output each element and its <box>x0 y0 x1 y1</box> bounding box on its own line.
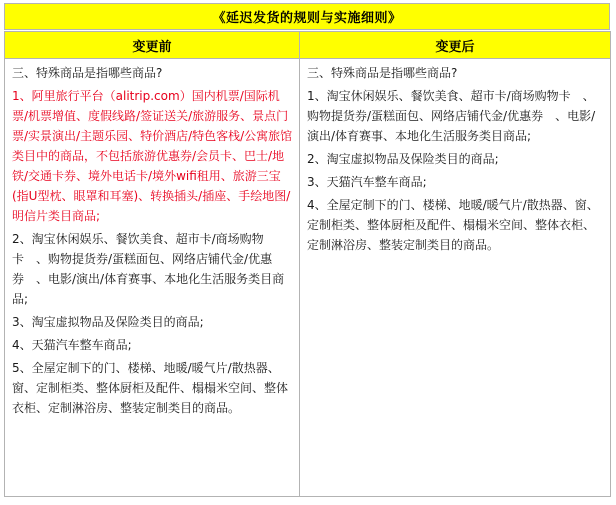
header-before: 变更前 <box>5 32 300 59</box>
document-title: 《延迟发货的规则与实施细则》 <box>4 3 610 30</box>
before-item-4: 4、天猫汽车整车商品; <box>12 338 132 352</box>
after-item-3: 3、天猫汽车整车商品; <box>307 175 427 189</box>
content-row <box>5 59 611 497</box>
before-item-3: 3、淘宝虚拟物品及保险类目的商品; <box>12 315 204 329</box>
before-cell <box>5 59 300 497</box>
after-item-4: 4、全屋定制下的门、楼梯、地暖/暖气片/散热器、窗、定制柜类、整体厨柜及配件、榻榻米空间、整体衣柜、定制淋浴房、整装定制类目的商品。 <box>307 198 599 252</box>
before-item-1: 1、阿里旅行平台（alitrip.com）国内机票/国际机票/机票增值、度假线路/签证送关/旅游服务、景点门票/实景演出/主题乐园、特价酒店/特色客栈/公寓旅馆类目中的商品，不包括旅游优惠券/会员卡、巴士/地铁/交通卡券、境外电话卡/境外wifi租用、旅游三宝(指U型枕、眼罩和耳塞)、转换插头/插座、手绘地图/明信片类目商品; <box>12 89 293 223</box>
comparison-table <box>4 31 611 497</box>
after-section-heading: 三、特殊商品是指哪些商品? <box>307 66 458 80</box>
before-section-heading: 三、特殊商品是指哪些商品? <box>12 66 163 80</box>
after-item-1: 1、淘宝休闲娱乐、餐饮美食、超市卡/商场购物卡 、购物提货券/蛋糕面包、网络店铺代金/优惠券 、电影/演出/体育赛事、本地化生活服务类目商品; <box>307 89 596 143</box>
header-row <box>5 32 611 59</box>
header-after: 变更后 <box>300 32 611 59</box>
before-item-5: 5、全屋定制下的门、楼梯、地暖/暖气片/散热器、窗、定制柜类、整体厨柜及配件、榻榻米空间、整体衣柜、定制淋浴房、整装定制类目的商品。 <box>12 361 289 415</box>
before-item-2: 2、淘宝休闲娱乐、餐饮美食、超市卡/商场购物卡 、购物提货券/蛋糕面包、网络店铺代金/优惠券 、电影/演出/体育赛事、本地化生活服务类目商品; <box>12 232 285 306</box>
after-cell <box>300 59 611 497</box>
after-item-2: 2、淘宝虚拟物品及保险类目的商品; <box>307 152 499 166</box>
